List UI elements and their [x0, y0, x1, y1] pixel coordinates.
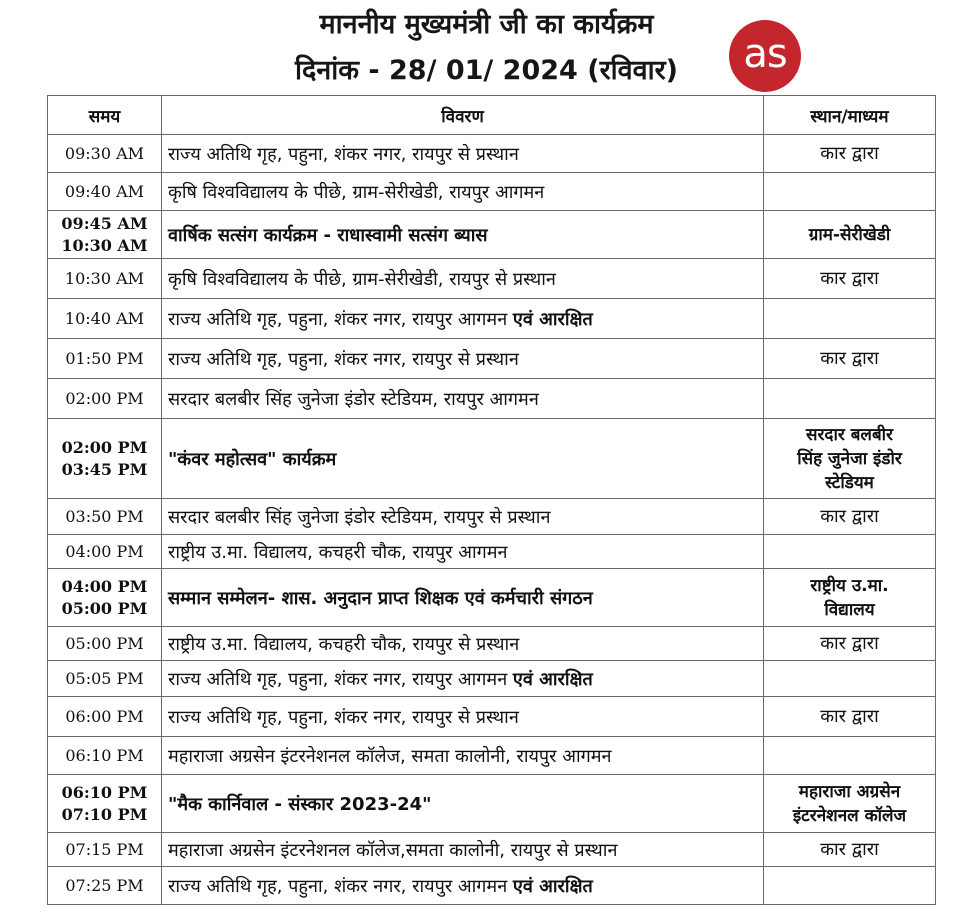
place-cell: कार द्वारा	[764, 135, 936, 173]
place-line: महाराजा अग्रसेन	[798, 781, 901, 802]
description-cell: सम्मान सम्मेलन- शास. अनुदान प्राप्त शिक्षक एवं कर्मचारी संगठन	[162, 569, 764, 627]
place-cell	[764, 737, 936, 775]
time-start: 06:00 PM	[65, 706, 144, 726]
description-cell: "मैक कार्निवाल - संस्कार 2023-24"	[162, 775, 764, 833]
table-row	[48, 259, 936, 299]
table-header-row	[48, 96, 936, 135]
time-cell	[48, 173, 162, 211]
place-cell	[764, 535, 936, 569]
time-cell	[48, 499, 162, 535]
table-row	[48, 661, 936, 697]
table-row-event	[48, 569, 936, 627]
time-start: 07:15 PM	[65, 839, 144, 859]
place-line: सिंह जुनेजा इंडोर	[797, 448, 902, 469]
description-cell: राष्ट्रीय उ.मा. विद्यालय, कचहरी चौक, रायपुर से प्रस्थान	[162, 627, 764, 661]
table-row	[48, 833, 936, 867]
description-cell: राज्य अतिथि गृह, पहुना, शंकर नगर, रायपुर से प्रस्थान	[162, 697, 764, 737]
page-header	[0, 0, 973, 95]
description-cell: राज्य अतिथि गृह, पहुना, शंकर नगर, रायपुर से प्रस्थान	[162, 135, 764, 173]
place-cell	[764, 299, 936, 339]
time-cell	[48, 259, 162, 299]
description-cell: राज्य अतिथि गृह, पहुना, शंकर नगर, रायपुर से प्रस्थान	[162, 339, 764, 379]
table-row-event	[48, 211, 936, 259]
time-end: 10:30 AM	[61, 235, 148, 255]
place-line: सरदार बलबीर	[805, 424, 894, 445]
place-line: स्टेडियम	[825, 472, 874, 493]
description-cell: वार्षिक सत्संग कार्यक्रम - राधास्वामी सत्संग ब्यास	[162, 211, 764, 259]
time-cell	[48, 135, 162, 173]
time-start: 02:00 PM	[61, 437, 148, 457]
time-cell	[48, 535, 162, 569]
description-cell	[162, 867, 764, 905]
page-title: माननीय मुख्यमंत्री जी का कार्यक्रम	[319, 9, 654, 40]
description-cell: सरदार बलबीर सिंह जुनेजा इंडोर स्टेडियम, रायपुर आगमन	[162, 379, 764, 419]
time-cell	[48, 737, 162, 775]
table-row-event	[48, 419, 936, 499]
time-cell	[48, 299, 162, 339]
table-row	[48, 339, 936, 379]
time-start: 01:50 PM	[65, 348, 144, 368]
place-cell	[764, 173, 936, 211]
description-cell: राष्ट्रीय उ.मा. विद्यालय, कचहरी चौक, रायपुर आगमन	[162, 535, 764, 569]
place-cell	[764, 569, 936, 627]
date-line: दिनांक - 28/ 01/ 2024 (रविवार)	[294, 55, 679, 86]
time-start: 06:10 PM	[65, 745, 144, 765]
time-cell	[48, 419, 162, 499]
time-start: 06:10 PM	[61, 782, 148, 802]
table-row	[48, 379, 936, 419]
place-cell	[764, 419, 936, 499]
column-header-details: विवरण	[162, 96, 764, 135]
time-start: 05:05 PM	[65, 668, 144, 688]
place-line: विद्यालय	[824, 599, 875, 620]
time-end: 03:45 PM	[61, 459, 148, 479]
table-row	[48, 697, 936, 737]
place-cell	[764, 867, 936, 905]
place-cell	[764, 379, 936, 419]
reserved-note: एवं आरक्षित	[512, 308, 593, 330]
table-row	[48, 627, 936, 661]
description-cell: सरदार बलबीर सिंह जुनेजा इंडोर स्टेडियम, रायपुर से प्रस्थान	[162, 499, 764, 535]
time-cell	[48, 379, 162, 419]
column-header-time: समय	[48, 96, 162, 135]
place-line: राष्ट्रीय उ.मा.	[810, 575, 889, 596]
time-start: 10:40 AM	[64, 308, 145, 328]
time-cell	[48, 775, 162, 833]
description-cell: "कंवर महोत्सव" कार्यक्रम	[162, 419, 764, 499]
reserved-note: एवं आरक्षित	[512, 668, 593, 690]
description-cell: कृषि विश्वविद्यालय के पीछे, ग्राम-सेरीखेडी, रायपुर आगमन	[162, 173, 764, 211]
description-cell	[162, 299, 764, 339]
place-cell: कार द्वारा	[764, 833, 936, 867]
table-row	[48, 135, 936, 173]
time-end: 07:10 PM	[61, 804, 148, 824]
description-text: राज्य अतिथि गृह, पहुना, शंकर नगर, रायपुर आगमन	[168, 668, 508, 690]
time-start: 04:00 PM	[61, 576, 148, 596]
description-text: राज्य अतिथि गृह, पहुना, शंकर नगर, रायपुर आगमन	[168, 308, 508, 330]
column-header-place: स्थान/माध्यम	[764, 96, 936, 135]
reserved-note: एवं आरक्षित	[512, 875, 593, 897]
place-cell: कार द्वारा	[764, 499, 936, 535]
brand-logo: as	[729, 20, 801, 92]
description-cell	[162, 661, 764, 697]
place-cell: कार द्वारा	[764, 627, 936, 661]
table-row	[48, 499, 936, 535]
description-cell: कृषि विश्वविद्यालय के पीछे, ग्राम-सेरीखेडी, रायपुर से प्रस्थान	[162, 259, 764, 299]
time-start: 05:00 PM	[65, 633, 144, 653]
place-cell: कार द्वारा	[764, 339, 936, 379]
time-cell	[48, 339, 162, 379]
time-start: 09:45 AM	[61, 213, 148, 233]
table-row	[48, 535, 936, 569]
time-start: 10:30 AM	[64, 268, 145, 288]
table-row	[48, 737, 936, 775]
place-line: इंटरनेशनल कॉलेज	[792, 805, 907, 826]
place-cell	[764, 775, 936, 833]
description-cell: महाराजा अग्रसेन इंटरनेशनल कॉलेज, समता कालोनी, रायपुर आगमन	[162, 737, 764, 775]
time-start: 07:25 PM	[65, 875, 144, 895]
time-cell	[48, 697, 162, 737]
description-text: राज्य अतिथि गृह, पहुना, शंकर नगर, रायपुर आगमन	[168, 875, 508, 897]
time-cell	[48, 661, 162, 697]
table-row	[48, 173, 936, 211]
time-cell	[48, 833, 162, 867]
time-cell	[48, 627, 162, 661]
time-end: 05:00 PM	[61, 598, 148, 618]
time-start: 09:30 AM	[64, 143, 145, 163]
time-cell	[48, 211, 162, 259]
time-cell	[48, 867, 162, 905]
place-cell: कार द्वारा	[764, 259, 936, 299]
schedule-table	[47, 95, 936, 905]
description-cell: महाराजा अग्रसेन इंटरनेशनल कॉलेज,समता कालोनी, रायपुर से प्रस्थान	[162, 833, 764, 867]
place-cell: कार द्वारा	[764, 697, 936, 737]
table-row	[48, 867, 936, 905]
table-row-event	[48, 775, 936, 833]
time-start: 09:40 AM	[64, 181, 145, 201]
time-start: 04:00 PM	[65, 541, 144, 561]
place-cell	[764, 661, 936, 697]
time-cell	[48, 569, 162, 627]
time-start: 03:50 PM	[65, 506, 144, 526]
place-cell: ग्राम-सेरीखेडी	[764, 211, 936, 259]
table-row	[48, 299, 936, 339]
time-start: 02:00 PM	[65, 388, 144, 408]
